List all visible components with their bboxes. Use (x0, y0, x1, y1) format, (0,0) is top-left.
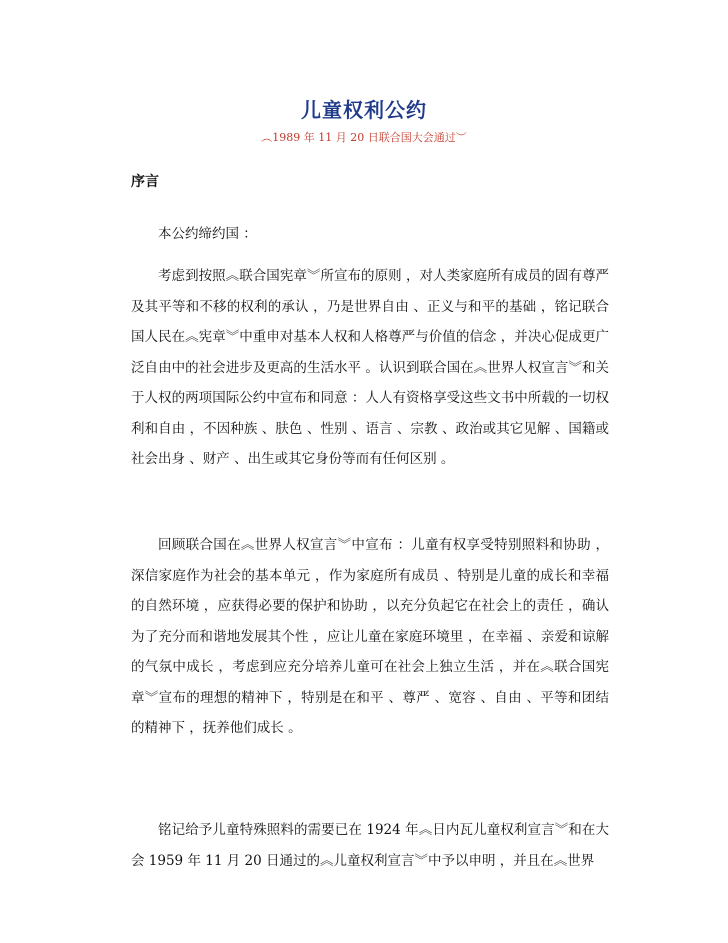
document-subtitle: ︵1989 年 11 月 20 日联合国大会通过︶ (261, 131, 467, 144)
paragraph-considering: 考虑到按照︽联合国宪章︾所宣布的原则 ，对人类家庭所有成员的固有尊严及其平等和不移的权利的承认 ，乃是世界自由 、正义与和平的基础 ，铭记联合国人民在︽宪章︾中重申对基本人权和人格尊严与价值的信念 ，并决心促成更广泛自由中的社会进步及更高的生活水平 。认识到联合国在︽世界人权宣言︾和关于人权的两项国际公约中宣布和同意 ：人人有资格享受这些文书中所载的一切权利和自由 ，不因种族 、肤色 、性别 、语言 、宗教 、政治或其它见解 、国籍或社会出身 、财产 、出生或其它身份等而有任何区别 。 (131, 268, 609, 467)
document-title: 儿童权利公约 (301, 98, 427, 122)
paragraph-bearing-in-mind: 铭记给予儿童特殊照料的需要已在 1924 年︽日内瓦儿童权利宣言︾和在大会 1959 年 11 月 20 日通过的︽儿童权利宣言︾中予以申明 ，并且在︽世界 (131, 822, 609, 869)
paragraph-recalling: 回顾联合国在︽世界人权宣言︾中宣布 ：儿童有权享受特别照料和协助 ，深信家庭作为社会的基本单元 ，作为家庭所有成员 、特别是儿童的成长和幸福的自然环境 ，应获得必要的保护和协助 ，以充分负起它在社会上的责任 ，确认为了充分而和谐地发展其个性 ，应让儿童在家庭环境里 ，在幸福 、亲爱和谅解的气氛中成长 ，考虑到应充分培养儿童可在社会上独立生活 ，并在︽联合国宪章︾宣布的理想的精神下 ，特别是在和平 、尊严 、宽容 、自由 、平等和团结的精神下 ，抚养他们成长 。 (131, 537, 609, 736)
paragraph-intro: 本公约缔约国 ： (158, 226, 257, 242)
section-heading-preamble: 序言 (131, 174, 159, 190)
